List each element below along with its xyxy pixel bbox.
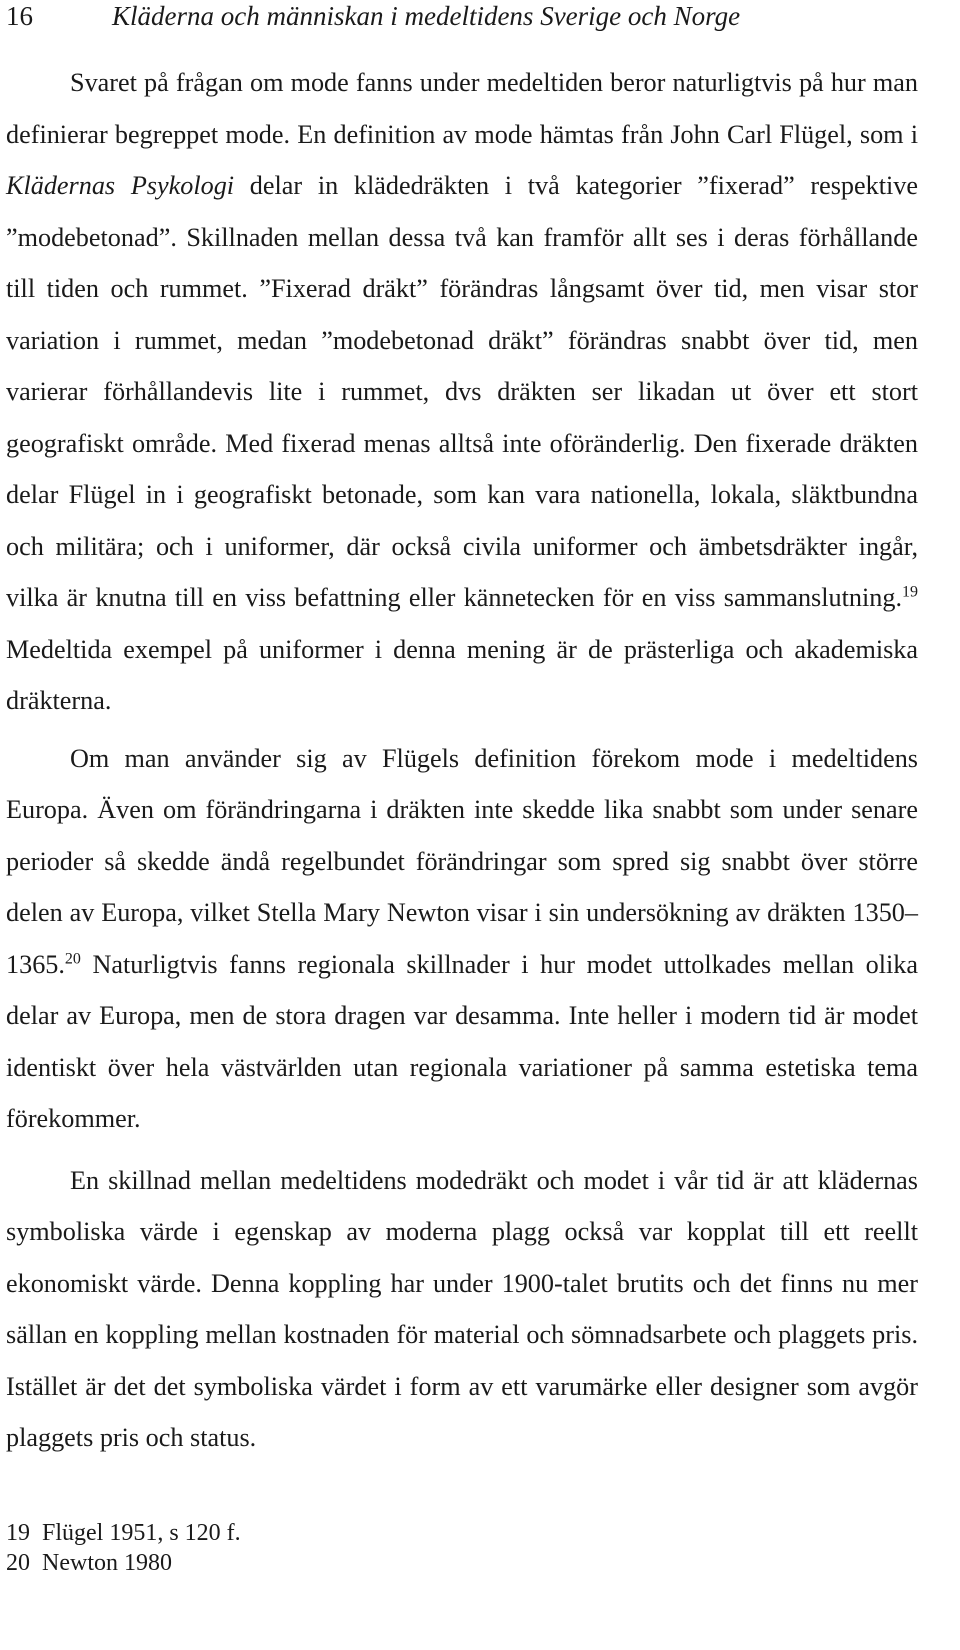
footnotes (6, 1518, 906, 1578)
footnote-20 (6, 1548, 906, 1578)
paragraph-1-text-b: delar in klädedräkten i två kategorier ”fixerad” respektive ”modebetonad”. Skillnaden mellan dessa två kan framför allt ses i deras förhållande till tiden och rummet. ”Fixerad dräkt” förändras långsamt över tid, men visar stor variation i rummet, medan ”modebetonad dräkt” förändras snabbt över tid, men varierar förhållandevis lite i rummet, dvs dräkten ser likadan ut över ett stort geografiskt område. Med fixerad menas alltså inte oföränderlig. Den fixerade dräkten delar Flügel in i geografiskt betonade, som kan vara nationella, lokala, släktbundna och militära; och i uniformer, där också civila uniformer och ämbetsdräkter ingår, vilka är knutna till en viss befattning eller kännetecken för en viss sammanslutning. (6, 171, 918, 612)
footnote-text: Newton 1980 (42, 1550, 172, 1576)
footnote-number: 20 (6, 1550, 30, 1576)
book-title-italic: Klädernas Psykologi (6, 171, 235, 200)
footnote-number: 19 (6, 1520, 30, 1546)
paragraph-1-text-c: Medeltida exempel på uniformer i denna mening är de prästerliga och akademiska dräkterna. (6, 634, 918, 715)
paragraph-1 (6, 57, 918, 727)
paragraph-2 (6, 733, 918, 1145)
running-title: Kläderna och människan i medeltidens Sverige och Norge (112, 1, 741, 31)
paragraph-1-text-a: Svaret på frågan om mode fanns under medeltiden beror naturligtvis på hur man definierar begreppet mode. En definition av mode hämtas från John Carl Flügel, som i (6, 68, 918, 149)
footnote-ref-20[interactable]: 20 (64, 949, 81, 967)
page-number: 16 (6, 1, 33, 31)
paragraph-2-text-b: Naturligtvis fanns regionala skillnader i hur modet uttolkades mellan olika delar av Europa, men de stora dragen var desamma. Inte heller i modern tid är modet identiskt över hela västvärlden utan regionala variationer på samma estetiska tema förekommer. (6, 949, 918, 1133)
footnote-19 (6, 1518, 906, 1548)
page-header (6, 0, 940, 36)
footnote-text: Flügel 1951, s 120 f. (42, 1520, 241, 1546)
footnote-ref-19[interactable]: 19 (902, 583, 918, 601)
paragraph-3: En skillnad mellan medeltidens modedräkt och modet i vår tid är att klädernas symboliska värde i egenskap av moderna plagg också var kopplat till ett reellt ekonomiskt värde. Denna koppling har under 1900-talet brutits och det finns nu mer sällan en koppling mellan kostnaden för material och sömnadsarbete och plaggets pris. Istället är det det symboliska värdet i form av ett varumärke eller designer som avgör plaggets pris och status. (6, 1165, 918, 1452)
body-text (6, 57, 918, 1464)
paragraph-2-text-a: Om man använder sig av Flügels definition förekom mode i medeltidens Europa. Även om förändringarna i dräkten inte skedde lika snabbt som under senare perioder så skedde ändå regelbundet förändringar som spred sig snabbt över större delen av Europa, vilket Stella Mary Newton visar i sin undersökning av dräkten 1350–1365. (6, 743, 918, 979)
